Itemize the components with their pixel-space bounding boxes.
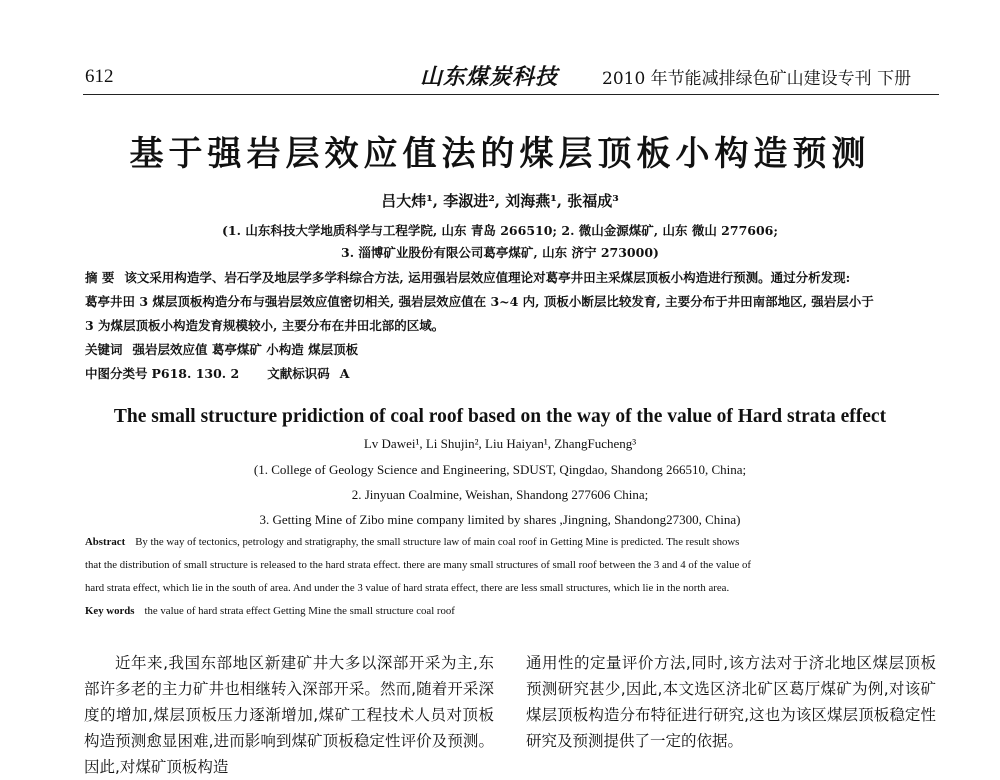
chinese-abstract-text-1: 该文采用构造学、岩石学及地层学多学科综合方法, 运用强岩层效应值理论对葛亭井田主采煤层顶板小构造进行预测。通过分析发现: [124, 270, 851, 285]
classification-line [85, 364, 349, 382]
english-title: The small structure pridiction of coal roof based on the way of the value of Hard strata effect [113, 406, 887, 427]
page-number: 612 [85, 66, 114, 87]
doc-code: A [339, 366, 350, 381]
issue-info: 2010 年节能减排绿色矿山建设专刊 下册 [602, 69, 912, 89]
clc-label: 中图分类号 [85, 366, 148, 381]
chinese-abstract-label: 摘 要 [85, 270, 115, 285]
english-abstract-line-1 [85, 536, 739, 548]
body-right-column [526, 650, 936, 754]
chinese-authors: 吕大炜¹, 李淑进², 刘海燕¹, 张福成³ [381, 192, 619, 210]
english-keywords-text: the value of hard strata effect Getting Mine the small structure coal roof [144, 605, 455, 617]
english-abstract-line-3: hard strata effect, which lie in the south of area. And under the 3 value of hard strata effect, there are less small structures, which lie in the north area. [85, 582, 730, 594]
english-keywords [85, 605, 455, 617]
chinese-keywords [85, 340, 358, 358]
body-left-paragraph: 近年来,我国东部地区新建矿井大多以深部开采为主,东部许多老的主力矿井也相继转入深部开采。然而,随着开采深度的增加,煤层顶板压力逐渐增加,煤矿工程技术人员对顶板构造预测愈显困难,进而影响到煤矿顶板稳定性评价及预测。因此,对煤矿顶板构造 [84, 654, 494, 776]
english-abstract-text-1: By the way of tectonics, petrology and stratigraphy, the small structure law of main coal roof in Getting Mine is predicted. The result shows [135, 536, 740, 548]
body-left-column [84, 650, 494, 780]
chinese-abstract-line-2: 葛亭井田 3 煤层顶板构造分布与强岩层效应值密切相关, 强岩层效应值在 3~4 内, 顶板小断层比较发育, 主要分布于井田南部地区, 强岩层小于 [85, 294, 874, 309]
english-affiliation-line-2: 2. Jinyuan Coalmine, Weishan, Shandong 277606 China; [351, 487, 649, 502]
english-affiliation-line-1: (1. College of Geology Science and Engineering, SDUST, Qingdao, Shandong 266510, China; [253, 462, 747, 477]
body-right-paragraph: 通用性的定量评价方法,同时,该方法对于济北地区煤层顶板预测研究甚少,因此,本文选区济北矿区葛厅煤矿为例,对该矿煤层顶板构造分布特征进行研究,这也为该区煤层顶板稳定性研究及预测提供了一定的依据。 [526, 654, 936, 750]
english-keywords-label: Key words [85, 605, 135, 617]
chinese-affiliation-line-1: (1. 山东科技大学地质科学与工程学院, 山东 青岛 266510; 2. 微山金源煤矿, 山东 微山 277606; [222, 223, 778, 238]
english-affiliation-line-3: 3. Getting Mine of Zibo mine company limited by shares ,Jingning, Shandong27300, China) [259, 512, 741, 527]
clc-code: P618. 130. 2 [151, 366, 240, 381]
chinese-abstract-line-3: 3 为煤层顶板小构造发育规模较小, 主要分布在井田北部的区域。 [85, 318, 445, 333]
chinese-title: 基于强岩层效应值法的煤层顶板小构造预测 [129, 134, 871, 174]
chinese-keywords-label: 关键词 [85, 342, 123, 357]
english-authors: Lv Dawei¹, Li Shujin², Liu Haiyan¹, ZhangFucheng³ [363, 436, 637, 451]
english-abstract-label: Abstract [85, 536, 126, 548]
chinese-affiliation-line-2: 3. 淄博矿业股份有限公司葛亭煤矿, 山东 济宁 273000) [341, 245, 659, 260]
english-abstract-line-2: that the distribution of small structure is released to the hard strata effect. there are many small structures of small roof between the 3 and 4 of the value of [85, 559, 751, 571]
journal-logo: 山东煤炭科技 [420, 64, 559, 90]
chinese-abstract-line-1 [85, 268, 850, 286]
chinese-keywords-text: 强岩层效应值 葛亭煤矿 小构造 煤层顶板 [132, 342, 359, 357]
header-rule [83, 94, 939, 95]
doc-code-label: 文献标识码 [267, 366, 330, 381]
